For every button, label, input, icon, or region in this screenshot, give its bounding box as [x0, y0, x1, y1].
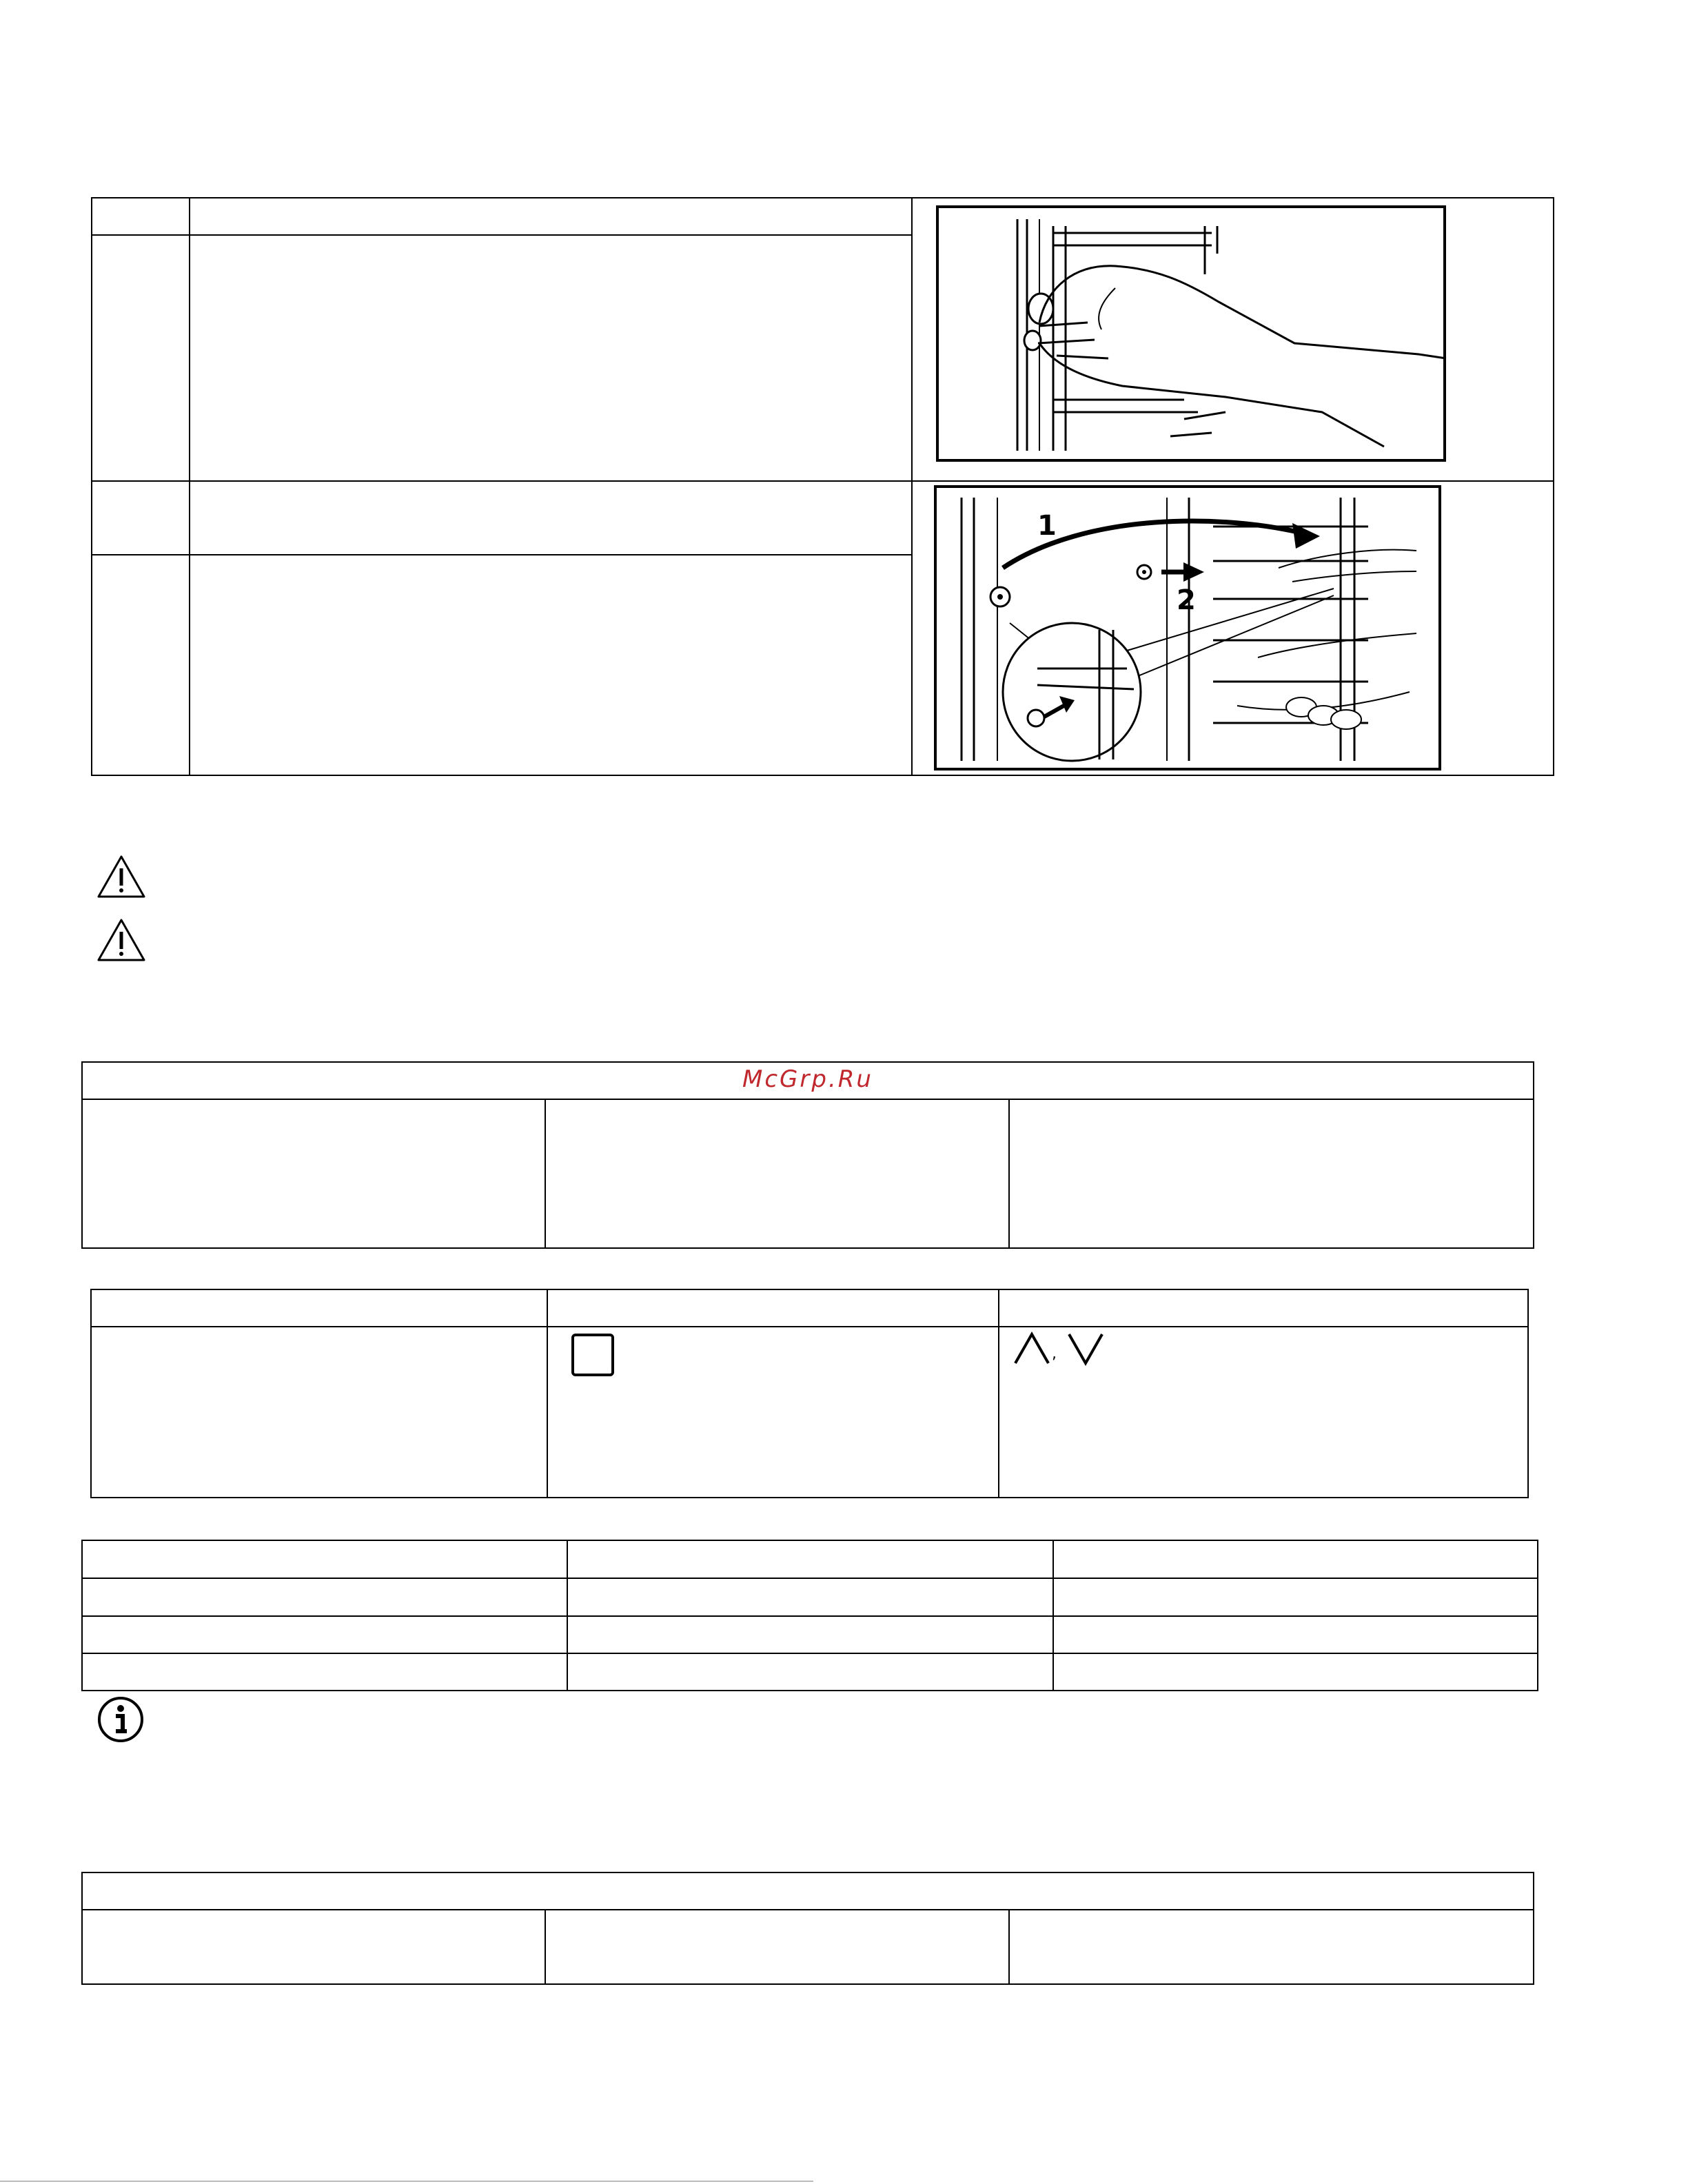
hand-pressing-rack-lever-illustration: [936, 205, 1446, 462]
table-divider: [567, 1540, 568, 1691]
table-divider: [1008, 1099, 1010, 1249]
table-row-divider: [81, 1653, 1538, 1654]
page-bottom-rule: [0, 2181, 813, 2182]
step-label: 2: [1177, 584, 1196, 616]
square-button-icon: [571, 1333, 615, 1377]
table-row-divider: [81, 1578, 1538, 1579]
warning-triangle-icon: [96, 918, 146, 962]
table-divider: [1008, 1909, 1010, 1985]
bottom-table: [81, 1872, 1534, 1985]
table-row-divider: [91, 554, 912, 555]
table-row-divider: [90, 1326, 1529, 1327]
table-row-divider: [81, 1615, 1538, 1617]
chevron-down-icon: [1067, 1331, 1104, 1366]
table-divider: [911, 197, 913, 776]
table-row-divider: [91, 234, 912, 236]
table-row-divider: [91, 480, 1554, 482]
chevron-up-icon: [1013, 1331, 1050, 1366]
table-divider: [545, 1909, 546, 1985]
rack-removal-steps-illustration: [934, 485, 1441, 770]
table-divider: [1053, 1540, 1054, 1691]
table-divider: [545, 1099, 546, 1249]
table-divider: [998, 1289, 999, 1498]
step-label: 1: [1037, 510, 1057, 542]
table-row-divider: [81, 1909, 1534, 1910]
icon-separator: ,: [1052, 1345, 1057, 1363]
info-circle-icon: [96, 1695, 145, 1744]
control-panel-table: [90, 1289, 1529, 1498]
warning-triangle-icon: [96, 855, 146, 899]
table-divider: [189, 197, 190, 776]
watermark-text: McGrp.Ru: [742, 1065, 873, 1093]
table-row-divider: [81, 1099, 1534, 1100]
table-divider: [547, 1289, 548, 1498]
